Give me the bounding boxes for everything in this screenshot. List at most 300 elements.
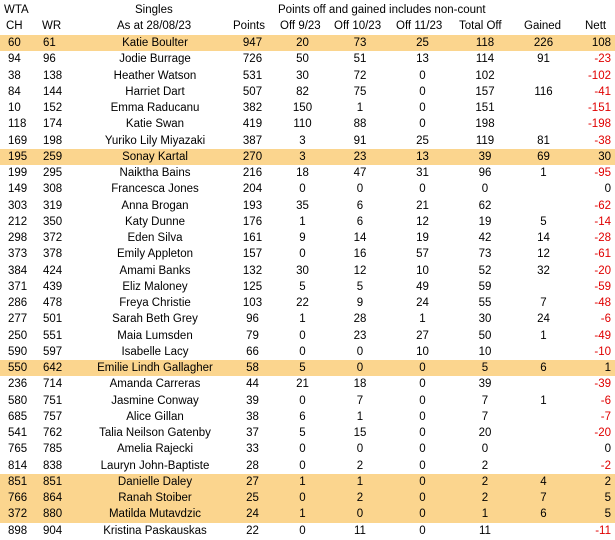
off-11-cell: 0	[419, 118, 426, 131]
player-name: Kristina Paskauskas	[103, 524, 207, 537]
nett-cell: -28	[594, 232, 611, 245]
nett-cell: -6	[600, 394, 611, 407]
gained-cell	[515, 376, 572, 392]
player-name: Francesca Jones	[111, 183, 199, 196]
gained-cell: 6	[515, 360, 572, 376]
nett-cell: -10	[594, 345, 611, 358]
nett-cell: 5	[572, 506, 615, 522]
off-11-cell: 21	[416, 199, 429, 212]
ch-cell: 149	[8, 183, 28, 196]
points-cell: 193	[242, 199, 263, 212]
ch-cell: 94	[8, 53, 21, 66]
player-name: Talia Neilson Gatenby	[99, 427, 211, 440]
player-name: Emilie Lindh Gallagher	[80, 360, 230, 376]
table-row	[0, 360, 615, 376]
ch-cell: 372	[0, 506, 35, 522]
points-cell: 216	[242, 167, 263, 180]
off-10-cell: 0	[330, 506, 390, 522]
off-10-cell: 23	[353, 329, 367, 342]
total-off-cell: 42	[478, 232, 492, 245]
gained-cell: 116	[534, 85, 553, 98]
wr-cell: 597	[43, 345, 63, 358]
wr-cell: 350	[43, 215, 63, 228]
off-10-cell: 6	[356, 199, 364, 212]
player-name: Danielle Daley	[80, 474, 230, 490]
off-10-cell: 16	[353, 248, 367, 261]
points-cell: 33	[246, 443, 259, 456]
nett-cell: 108	[572, 35, 615, 51]
table-row	[0, 116, 615, 132]
off-9-cell: 3	[275, 149, 330, 165]
wr-cell: 785	[43, 443, 63, 456]
off-11-cell: 13	[390, 149, 455, 165]
off-9-cell: 30	[296, 264, 309, 277]
gained-cell	[515, 458, 572, 474]
points-cell: 204	[242, 183, 263, 196]
gained-cell: 1	[540, 394, 547, 407]
total-off-cell: 20	[478, 427, 492, 440]
points-cell: 176	[242, 215, 263, 228]
off-9-cell: 82	[296, 85, 309, 98]
nett-cell: -198	[587, 118, 611, 131]
player-name: Ranah Stoiber	[80, 490, 230, 506]
nett-cell: -48	[594, 297, 611, 310]
table-row	[0, 149, 615, 165]
off-10-cell: 7	[356, 394, 364, 407]
nett-cell: -11	[595, 524, 611, 537]
off-11-cell: 0	[419, 183, 426, 196]
off-11-cell: 24	[416, 297, 429, 310]
points-cell: 28	[246, 459, 259, 472]
header-points: Points	[233, 20, 265, 32]
off-11-cell: 0	[419, 524, 426, 537]
ch-cell: 277	[8, 313, 28, 326]
off-10-cell: 91	[353, 134, 367, 147]
gained-cell: 6	[515, 506, 572, 522]
gained-cell	[515, 425, 572, 441]
points-cell: 103	[242, 297, 263, 310]
header-wta: WTA	[4, 4, 29, 16]
ch-cell: 373	[8, 248, 28, 261]
nett-cell: -39	[594, 378, 611, 391]
total-off-cell: 19	[478, 215, 492, 228]
table-row	[0, 393, 615, 409]
points-cell: 947	[230, 35, 275, 51]
header-off-9: Off 9/23	[280, 20, 321, 32]
ch-cell: 371	[8, 280, 28, 293]
off-9-cell: 9	[299, 232, 306, 245]
gained-cell: 14	[537, 232, 550, 245]
off-10-cell: 6	[356, 215, 364, 228]
gained-cell: 1	[540, 167, 547, 180]
player-name: Sonay Kartal	[80, 149, 230, 165]
off-9-cell: 0	[299, 394, 306, 407]
wr-cell: 295	[43, 167, 63, 180]
table-row	[0, 425, 615, 441]
gained-cell: 5	[540, 215, 547, 228]
off-11-cell: 27	[416, 329, 429, 342]
total-off-cell: 55	[478, 297, 492, 310]
off-11-cell: 0	[419, 85, 426, 98]
wr-cell: 838	[43, 459, 63, 472]
off-11-cell: 57	[416, 248, 429, 261]
header-as-at: As at 28/08/23	[117, 20, 192, 32]
ch-cell: 84	[8, 85, 21, 98]
wr-cell: 198	[43, 134, 63, 147]
off-10-cell: 9	[356, 297, 364, 310]
nett-cell: -2	[600, 459, 611, 472]
ch-cell: 898	[8, 524, 28, 537]
off-10-cell: 1	[330, 474, 390, 490]
off-11-cell: 19	[416, 232, 429, 245]
table-header	[0, 0, 615, 35]
off-9-cell: 0	[299, 183, 306, 196]
wr-cell: 319	[43, 199, 63, 212]
total-off-cell: 96	[478, 167, 492, 180]
player-name: Jasmine Conway	[111, 394, 199, 407]
gained-cell	[515, 198, 572, 214]
nett-cell: -102	[587, 69, 611, 82]
total-off-cell: 2	[455, 490, 515, 506]
player-name: Emma Raducanu	[110, 102, 200, 115]
gained-cell: 7	[515, 490, 572, 506]
nett-cell: -61	[594, 248, 611, 261]
player-name: Katy Dunne	[124, 215, 186, 228]
points-cell: 161	[242, 232, 263, 245]
nett-cell: 0	[604, 183, 611, 196]
points-cell: 24	[230, 506, 275, 522]
off-10-cell: 12	[353, 264, 367, 277]
gained-cell	[515, 344, 572, 360]
player-name: Sarah Beth Grey	[112, 313, 198, 326]
gained-cell: 4	[515, 474, 572, 490]
points-cell: 25	[230, 490, 275, 506]
table-row	[0, 263, 615, 279]
total-off-cell: 62	[478, 199, 492, 212]
total-off-cell: 2	[481, 459, 489, 472]
player-name: Katie Swan	[125, 118, 185, 131]
off-9-cell: 0	[299, 345, 306, 358]
off-11-cell: 0	[419, 410, 426, 423]
off-9-cell: 30	[296, 69, 309, 82]
gained-cell	[515, 68, 572, 84]
total-off-cell: 151	[475, 102, 495, 115]
off-9-cell: 0	[299, 443, 306, 456]
ch-cell: 765	[8, 443, 28, 456]
table-row	[0, 474, 615, 490]
ch-cell: 303	[8, 199, 28, 212]
header-points-note: Points off and gained includes non-count	[278, 4, 486, 16]
ch-cell: 298	[8, 232, 28, 245]
wr-cell: 424	[43, 264, 63, 277]
off-10-cell: 14	[353, 232, 367, 245]
off-9-cell: 0	[275, 490, 330, 506]
total-off-cell: 5	[455, 360, 515, 376]
table-row	[0, 441, 615, 457]
off-11-cell: 10	[416, 345, 429, 358]
nett-cell: 2	[572, 474, 615, 490]
ch-cell: 814	[8, 459, 28, 472]
ch-cell: 195	[0, 149, 35, 165]
player-name: Heather Watson	[113, 69, 197, 82]
ch-cell: 118	[8, 118, 27, 131]
off-10-cell: 51	[353, 53, 367, 66]
total-off-cell: 198	[475, 118, 495, 131]
table-row	[0, 84, 615, 100]
wr-cell: 880	[35, 506, 80, 522]
wr-cell: 144	[43, 85, 63, 98]
ch-cell: 590	[8, 345, 28, 358]
points-cell: 22	[246, 524, 259, 537]
nett-cell: -23	[594, 53, 611, 66]
wr-cell: 138	[43, 69, 63, 82]
nett-cell: 1	[572, 360, 615, 376]
player-name: Freya Christie	[119, 297, 191, 310]
off-10-cell: 15	[353, 427, 367, 440]
off-11-cell: 0	[390, 506, 455, 522]
off-10-cell: 73	[330, 35, 390, 51]
header-total-off: Total Off	[459, 20, 502, 32]
off-11-cell: 12	[416, 215, 429, 228]
nett-cell: -62	[594, 199, 611, 212]
table-row	[0, 344, 615, 360]
wr-cell: 642	[35, 360, 80, 376]
off-11-cell: 0	[390, 474, 455, 490]
total-off-cell: 73	[478, 248, 492, 261]
wr-cell: 751	[43, 394, 63, 407]
off-10-cell: 2	[356, 459, 364, 472]
points-cell: 382	[242, 102, 263, 115]
wr-cell: 478	[43, 297, 63, 310]
off-9-cell: 22	[296, 297, 309, 310]
wr-cell: 757	[43, 410, 63, 423]
points-cell: 419	[242, 118, 263, 131]
total-off-cell: 52	[478, 264, 492, 277]
wr-cell: 372	[43, 232, 63, 245]
table-row	[0, 523, 615, 539]
player-name: Jodie Burrage	[119, 53, 191, 66]
ch-cell: 60	[0, 35, 35, 51]
total-off-cell: 118	[455, 35, 515, 51]
off-10-cell: 75	[353, 85, 367, 98]
table-row	[0, 246, 615, 262]
off-9-cell: 35	[296, 199, 309, 212]
table-row	[0, 68, 615, 84]
off-10-cell: 0	[356, 443, 364, 456]
player-name: Maia Lumsden	[117, 329, 193, 342]
off-11-cell: 0	[390, 360, 455, 376]
total-off-cell: 114	[475, 53, 495, 66]
gained-cell	[515, 181, 572, 197]
gained-cell	[515, 100, 572, 116]
off-10-cell: 88	[353, 118, 367, 131]
gained-cell: 81	[537, 134, 550, 147]
nett-cell: -59	[594, 280, 611, 293]
player-name: Katie Boulter	[80, 35, 230, 51]
off-9-cell: 20	[275, 35, 330, 51]
off-11-cell: 1	[419, 313, 426, 326]
header-off-11: Off 11/23	[396, 20, 443, 32]
points-cell: 27	[230, 474, 275, 490]
total-off-cell: 119	[475, 134, 495, 147]
ch-cell: 169	[8, 134, 28, 147]
points-cell: 726	[242, 53, 263, 66]
gained-cell: 32	[537, 264, 550, 277]
off-10-cell: 18	[353, 378, 367, 391]
wr-cell: 551	[43, 329, 63, 342]
off-9-cell: 1	[299, 313, 306, 326]
off-9-cell: 5	[275, 360, 330, 376]
off-10-cell: 5	[356, 280, 364, 293]
gained-cell: 1	[540, 329, 547, 342]
points-cell: 96	[246, 313, 259, 326]
gained-cell	[515, 116, 572, 132]
off-9-cell: 3	[299, 134, 306, 147]
points-cell: 38	[246, 410, 259, 423]
table-row	[0, 295, 615, 311]
player-name: Amami Banks	[119, 264, 191, 277]
off-10-cell: 0	[356, 183, 364, 196]
off-9-cell: 110	[293, 118, 312, 131]
table-row	[0, 35, 615, 51]
gained-cell	[515, 441, 572, 457]
ch-cell: 250	[8, 329, 28, 342]
nett-cell: 0	[604, 443, 611, 456]
off-9-cell: 0	[299, 329, 306, 342]
ch-cell: 212	[8, 215, 28, 228]
table-body	[0, 35, 615, 539]
gained-cell: 24	[537, 313, 550, 326]
wr-cell: 152	[43, 102, 63, 115]
player-name: Anna Brogan	[121, 199, 189, 212]
off-11-cell: 31	[416, 167, 429, 180]
ch-cell: 851	[0, 474, 35, 490]
points-cell: 531	[242, 69, 263, 82]
points-cell: 37	[246, 427, 259, 440]
points-cell: 507	[242, 85, 263, 98]
ch-cell: 236	[8, 378, 28, 391]
gained-cell	[515, 409, 572, 425]
wr-cell: 501	[43, 313, 63, 326]
gained-cell	[515, 523, 572, 539]
header-off-10: Off 10/23	[334, 20, 382, 32]
off-9-cell: 21	[296, 378, 309, 391]
points-cell: 157	[242, 248, 263, 261]
nett-cell: -7	[600, 410, 611, 423]
rankings-table	[0, 35, 615, 539]
table-row	[0, 133, 615, 149]
player-name: Harriet Dart	[125, 85, 185, 98]
off-9-cell: 0	[299, 248, 306, 261]
table-row	[0, 51, 615, 67]
off-11-cell: 10	[416, 264, 429, 277]
off-10-cell: 1	[356, 410, 364, 423]
off-11-cell: 0	[419, 378, 426, 391]
total-off-cell: 10	[478, 345, 492, 358]
wr-cell: 378	[43, 248, 63, 261]
nett-cell: -41	[594, 85, 611, 98]
wr-cell: 439	[43, 280, 63, 293]
off-11-cell: 0	[419, 459, 426, 472]
off-10-cell: 47	[353, 167, 367, 180]
table-row	[0, 458, 615, 474]
wr-cell: 762	[43, 427, 63, 440]
wr-cell: 174	[43, 118, 63, 131]
wr-cell: 851	[35, 474, 80, 490]
off-11-cell: 0	[419, 443, 426, 456]
off-11-cell: 13	[416, 53, 429, 66]
total-off-cell: 1	[455, 506, 515, 522]
off-9-cell: 0	[299, 459, 306, 472]
ch-cell: 199	[8, 167, 28, 180]
wr-cell: 308	[43, 183, 63, 196]
off-11-cell: 25	[416, 134, 429, 147]
player-name: Yuriko Lily Miyazaki	[104, 134, 206, 147]
points-cell: 387	[242, 134, 263, 147]
off-9-cell: 50	[296, 53, 309, 66]
player-name: Lauryn John-Baptiste	[100, 459, 210, 472]
points-cell: 58	[230, 360, 275, 376]
ch-cell: 384	[8, 264, 28, 277]
points-cell: 270	[230, 149, 275, 165]
table-row	[0, 311, 615, 327]
gained-cell: 7	[540, 297, 547, 310]
off-11-cell: 0	[390, 490, 455, 506]
ch-cell: 10	[8, 102, 21, 115]
nett-cell: -38	[594, 134, 611, 147]
total-off-cell: 50	[478, 329, 492, 342]
header-gained: Gained	[524, 20, 562, 32]
table-row	[0, 230, 615, 246]
nett-cell: -14	[594, 215, 611, 228]
table-row	[0, 165, 615, 181]
ch-cell: 286	[8, 297, 28, 310]
off-9-cell: 150	[292, 102, 313, 115]
off-10-cell: 1	[356, 102, 364, 115]
ch-cell: 766	[0, 490, 35, 506]
player-name: Eliz Maloney	[122, 280, 188, 293]
off-9-cell: 6	[299, 410, 306, 423]
off-10-cell: 2	[330, 490, 390, 506]
total-off-cell: 157	[475, 85, 495, 98]
points-cell: 125	[242, 280, 263, 293]
total-off-cell: 39	[455, 149, 515, 165]
table-row	[0, 214, 615, 230]
ch-cell: 550	[0, 360, 35, 376]
total-off-cell: 59	[478, 280, 492, 293]
table-row	[0, 506, 615, 522]
off-11-cell: 0	[419, 427, 426, 440]
off-9-cell: 5	[299, 280, 306, 293]
gained-cell	[515, 279, 572, 295]
table-row	[0, 409, 615, 425]
total-off-cell: 7	[481, 394, 489, 407]
off-10-cell: 28	[353, 313, 367, 326]
wr-cell: 714	[43, 378, 63, 391]
player-name: Amanda Carreras	[109, 378, 201, 391]
off-10-cell: 23	[330, 149, 390, 165]
player-name: Matilda Mutavdzic	[80, 506, 230, 522]
header-nett: Nett	[585, 20, 607, 32]
off-9-cell: 1	[275, 474, 330, 490]
wr-cell: 259	[35, 149, 80, 165]
gained-cell: 69	[515, 149, 572, 165]
off-10-cell: 72	[353, 69, 367, 82]
player-name: Isabelle Lacy	[121, 345, 189, 358]
table-row	[0, 328, 615, 344]
player-name: Emily Appleton	[116, 248, 194, 261]
table-row	[0, 376, 615, 392]
